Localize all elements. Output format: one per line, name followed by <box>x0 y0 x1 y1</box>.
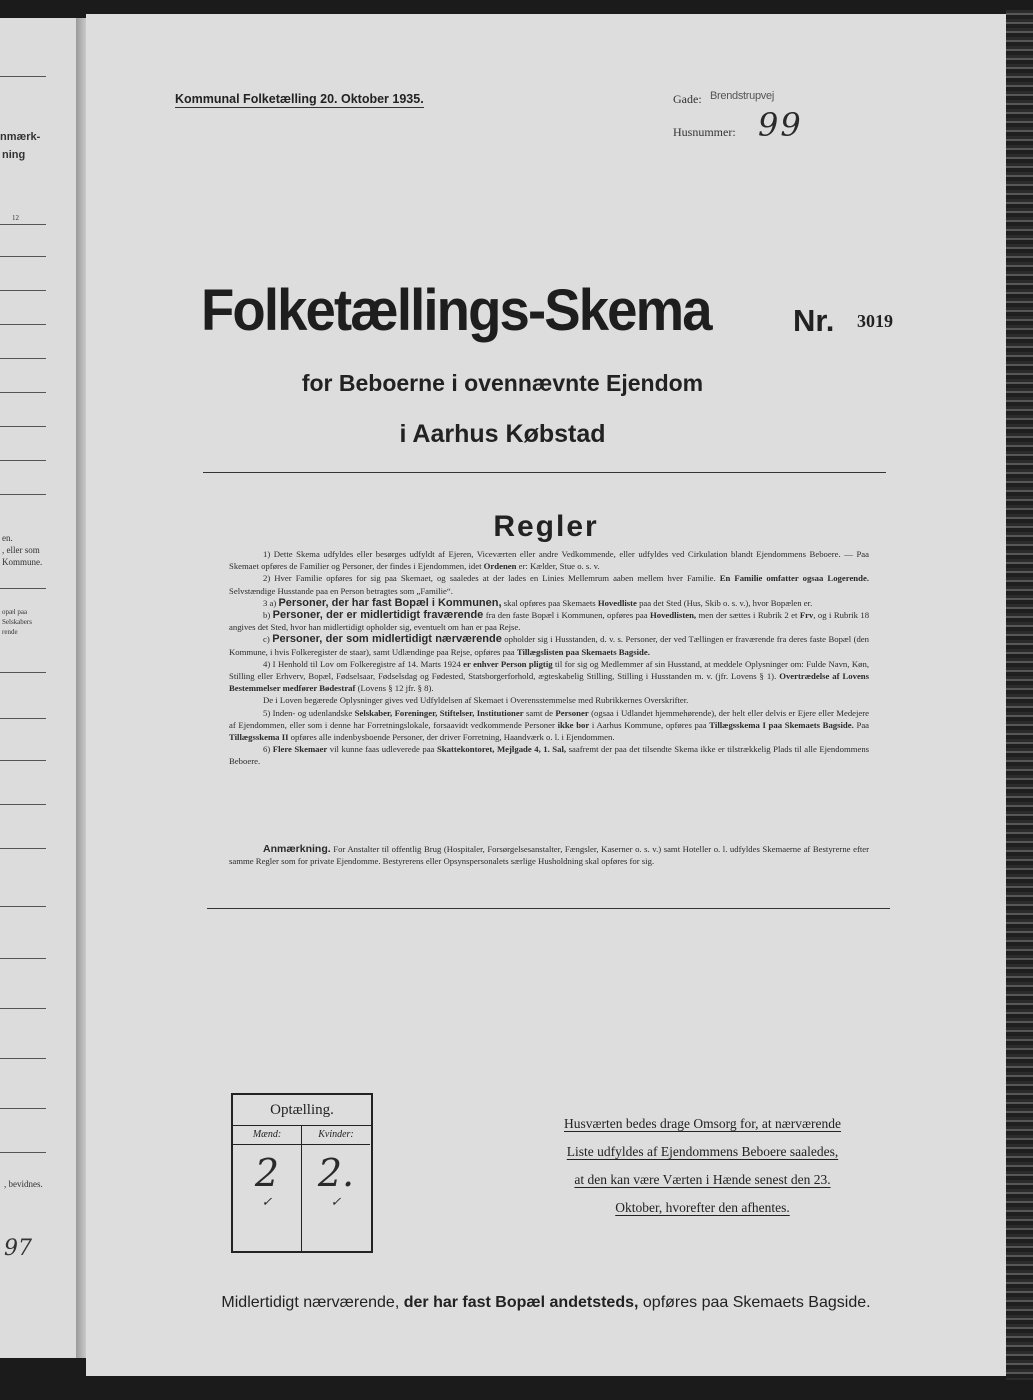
ruled-line <box>0 958 46 959</box>
rules-heading: Regler <box>493 510 599 543</box>
footer-note <box>86 1294 1006 1312</box>
rule-5: 5) Inden- og udenlandske Selskaber, Foreninger, Stiftelser, Institutioner samt de Personer (ogsaa i Udlandet hjemmehørende), der helt eller delvis er Ejere eller Medejere af Ejendommen, eller som i denne har Forretningslokale, forsaavidt vedkommende Personer ikke bor i Aarhus Kommune, opføres paa Tillægsskema I paa Skemaets Bagside. Paa Tillægsskema II opføres alle indenbysboende Personer, der driver Forretning, Haandværk o. l. i Ejendommen. <box>229 707 870 743</box>
footer-part: opføres paa Skemaets Bagside. <box>642 1294 871 1311</box>
ruled-line <box>0 1008 46 1009</box>
ruled-line <box>0 848 46 849</box>
landlord-notice <box>535 1110 870 1222</box>
divider-bottom <box>207 908 890 909</box>
rule-4-note: De i Loven begærede Oplysninger gives ved Udfyldelsen af Skemaet i Overensstemmelse med Rubrikkernes Overskrifter. <box>263 695 689 706</box>
footer-part: Midlertidigt nærværende, <box>221 1294 400 1311</box>
ruled-line <box>0 804 46 805</box>
women-checkmark: ✓ <box>330 1195 342 1210</box>
rule-6: 6) Flere Skemaer vil kunne faas udleverede paa Skattekontoret, Mejlgade 4, 1. Sal, saafremt der paa det tilsendte Skema ikke er tilstrækkelig Plads til alle Ejendommens Beboere. <box>229 744 870 767</box>
rules-body <box>229 548 869 768</box>
remark-label: Anmærkning. <box>263 843 331 855</box>
ruled-line <box>0 76 46 77</box>
left-fragment: 12 <box>12 214 19 222</box>
notice-line: Liste udfyldes af Ejendommens Beboere saaledes, <box>566 1144 839 1159</box>
ruled-line <box>0 290 46 291</box>
form-number-label: Nr. <box>793 303 835 338</box>
notice-line: Husværten bedes drage Omsorg for, at nærværende <box>563 1116 842 1131</box>
left-fragment: rende <box>2 628 18 636</box>
ruled-line <box>0 588 46 589</box>
left-facing-page <box>0 18 76 1358</box>
ruled-line <box>0 672 46 673</box>
divider-top <box>203 472 886 473</box>
remark-block <box>229 843 869 867</box>
women-count: 2. <box>317 1151 355 1195</box>
ruled-line <box>0 1108 46 1109</box>
left-fragment: ning <box>2 149 26 161</box>
ruled-line <box>0 324 46 325</box>
left-fragment: Kommune. <box>2 557 43 567</box>
men-count: 2 <box>254 1151 280 1195</box>
street-value: Brendstrupvej <box>710 90 774 102</box>
rule-3a: 3 a) Personer, der har fast Bopæl i Kommunen, skal opføres paa Skemaets Hovedliste paa det Sted (Hus, Skib o. s. v.), hvor Bopælen er. <box>263 596 813 609</box>
ruled-line <box>0 1152 46 1153</box>
ruled-line <box>0 426 46 427</box>
men-checkmark: ✓ <box>261 1195 273 1210</box>
left-fragment: Selskabers <box>2 618 32 626</box>
form-number-value: 3019 <box>857 311 893 331</box>
ruled-line <box>0 224 46 225</box>
left-fragment: opæl paa <box>2 608 28 616</box>
left-fragment: , bevidnes. <box>4 1179 43 1189</box>
census-form-page <box>86 14 1006 1376</box>
ruled-line <box>0 1058 46 1059</box>
form-subtitle-city: i Aarhus Købstad <box>399 420 606 448</box>
remark-text: For Anstalter til offentlig Brug (Hospitaler, Forsørgelsesanstalter, Fængsler, Kaserner o. s. v.) samt Hoteller o. l. udfyldes Skemaerne af Bestyrerne efter samme Regler som for private Ejendomme. Bestyrerens eller Opsynspersonalets særlige Husholdning skal opføres for sig. <box>229 844 869 867</box>
ruled-line <box>0 358 46 359</box>
rule-4: 4) I Henhold til Lov om Folkeregistre af 14. Marts 1924 er enhver Person pligtig til for sig og Medlemmer af sin Husstand, at meddele Oplysninger om: Fulde Navn, Køn, Stilling eller Erhverv, Bopæl, Fødselsaar, Fødselsdag og Fødested, Statsborgerforhold, ægteskabelig Stilling, Stilling i Husstanden m. v. (jfr. Lovens § 1). Overtrædelse af Lovens Bestemmelser medfører Bødestraf (Lovens § 12 jfr. § 8). <box>229 658 870 694</box>
house-number-label: Husnummer: <box>673 125 736 139</box>
book-edge <box>1006 10 1033 1380</box>
form-subtitle: for Beboerne i ovennævnte Ejendom <box>301 370 704 396</box>
notice-line: Oktober, hvorefter den afhentes. <box>615 1200 790 1215</box>
left-fragment: en. <box>2 533 13 543</box>
women-label: Kvinder: <box>302 1126 370 1145</box>
rule-1: 1) Dette Skema udfyldes eller besørges udfyldt af Ejeren, Viceværten eller andre Vedkommende, eller udfyldes ved Cirkulation blandt Ejendommens Beboere. — Paa Skemaet opføres de Familier og Personer, der findes i Ejendommen, idet Ordenen er: Kælder, Stue o. s. v. <box>229 549 869 572</box>
rule-3c: c) Personer, der som midlertidigt nærværende opholder sig i Husstanden, d. v. s. Personer, der ved Tællingen er fraværende fra deres faste Bopæl (den Kommune, i hvis Folkeregister de staar), samt Udlændinge paa Rejse, opføres paa Tillægslisten paa Skemaets Bagside. <box>229 633 870 657</box>
ruled-line <box>0 760 46 761</box>
left-fragment: , eller som <box>2 545 40 555</box>
ruled-line <box>0 392 46 393</box>
ruled-line <box>0 718 46 719</box>
rule-2: 2) Hver Familie opføres for sig paa Skemaet, og saaledes at der lades en Linies Mellemrum aaben mellem hver Familie. En Familie omfatter ogsaa Logerende. Selvstændige Husstande paa en Person betragtes som „Familie“. <box>229 573 870 596</box>
house-number-value: 99 <box>758 106 803 144</box>
men-column <box>233 1126 302 1251</box>
ruled-line <box>0 256 46 257</box>
footer-part-bold: der har fast Bopæl andetsteds, <box>403 1294 639 1311</box>
ruled-line <box>0 460 46 461</box>
notice-line: at den kan være Værten i Hænde senest den 23. <box>574 1172 831 1187</box>
men-label: Mænd: <box>233 1126 301 1145</box>
street-label: Gade: <box>673 92 702 106</box>
form-title: Folketællings-Skema <box>201 278 711 343</box>
count-box-caption: Optælling. <box>233 1095 371 1126</box>
rule-3b: b) Personer, der er midlertidigt fraværende fra den faste Bopæl i Kommunen, opføres paa Hovedlisten, men der sættes i Rubrik 2 et Frv, og i Rubrik 18 angives det Sted, hvor han midlertidigt opholder sig, eventuelt om han er paa Rejse. <box>229 609 870 633</box>
book-gutter <box>76 18 86 1358</box>
left-fragment: nmærk- <box>0 131 41 143</box>
ruled-line <box>0 906 46 907</box>
census-heading: Kommunal Folketælling 20. Oktober 1935. <box>175 92 424 106</box>
ruled-line <box>0 494 46 495</box>
left-fragment-handwritten: 97 <box>4 1236 32 1261</box>
count-box <box>231 1093 373 1253</box>
women-column <box>302 1126 370 1251</box>
